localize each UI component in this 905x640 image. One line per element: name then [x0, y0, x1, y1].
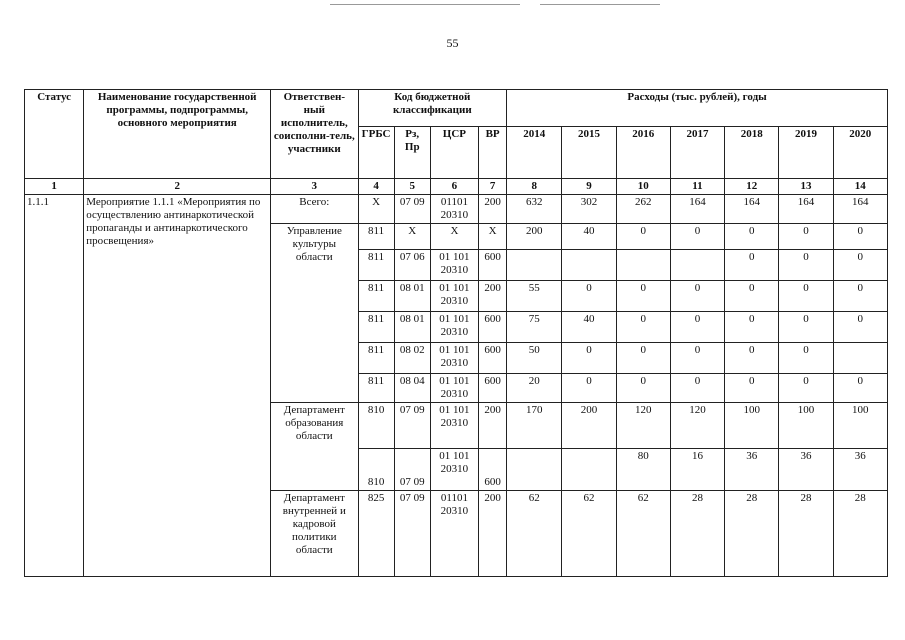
cell-value [507, 449, 562, 491]
cell-value: 36 [779, 449, 833, 491]
cell-grbs: 811 [358, 312, 394, 343]
cell-grbs: 810 [358, 449, 394, 491]
executor-culture: Управление культуры области [271, 224, 358, 403]
header-status: Статус [25, 90, 84, 179]
cell-value: 0 [779, 374, 833, 403]
column-number: 6 [430, 179, 478, 195]
cell-value: 200 [562, 403, 616, 449]
cell-value: 0 [779, 250, 833, 281]
cell-csr: 01 101 20310 [430, 281, 478, 312]
cell-value: 62 [507, 491, 562, 577]
header-year: 2019 [779, 127, 833, 179]
cell-grbs: 811 [358, 374, 394, 403]
cell-csr: 01 101 20310 [430, 312, 478, 343]
header-executor: Ответствен-ный исполнитель, соисполни-тель, участники [271, 90, 358, 179]
header-name: Наименование государственной программы, подпрограммы, основного мероприятия [84, 90, 271, 179]
column-number: 5 [394, 179, 430, 195]
measure-name: Мероприятие 1.1.1 «Мероприятия по осуществлению антинаркотической пропаганды и антинаркотического просвещения» [84, 195, 271, 577]
column-number-row [25, 179, 888, 195]
header-vr: ВР [479, 127, 507, 179]
cell-value: 0 [725, 281, 779, 312]
cell-rzpr: 07 09 [394, 449, 430, 491]
cell-csr: 01 101 20310 [430, 374, 478, 403]
cell-value: 28 [670, 491, 724, 577]
cell-value [616, 250, 670, 281]
cell-value: 0 [616, 312, 670, 343]
header-year: 2016 [616, 127, 670, 179]
cell-value: 36 [725, 449, 779, 491]
cell-vr: 200 [479, 195, 507, 224]
cell-value: 0 [779, 312, 833, 343]
cell-value: 0 [616, 281, 670, 312]
cell-value [833, 343, 887, 374]
cell-value: 100 [779, 403, 833, 449]
cell-grbs: X [358, 195, 394, 224]
executor-internal: Департамент внутренней и кадровой политики области [271, 491, 358, 577]
column-number: 1 [25, 179, 84, 195]
cell-grbs: 810 [358, 403, 394, 449]
cell-value: 0 [616, 374, 670, 403]
column-number: 10 [616, 179, 670, 195]
cell-value: 0 [670, 224, 724, 250]
cell-rzpr: 07 09 [394, 491, 430, 577]
cell-value: 120 [616, 403, 670, 449]
cell-value: 262 [616, 195, 670, 224]
header-year: 2015 [562, 127, 616, 179]
cell-csr: 01101 20310 [430, 491, 478, 577]
cell-value: 0 [779, 224, 833, 250]
cell-value: 28 [725, 491, 779, 577]
cell-csr: 01 101 20310 [430, 343, 478, 374]
cell-value: 0 [779, 281, 833, 312]
cell-rzpr: X [394, 224, 430, 250]
cell-rzpr: 07 09 [394, 195, 430, 224]
cell-value: 75 [507, 312, 562, 343]
cell-value: 0 [779, 343, 833, 374]
cell-value: 164 [725, 195, 779, 224]
header-year: 2020 [833, 127, 887, 179]
cell-value: 0 [725, 312, 779, 343]
column-number: 4 [358, 179, 394, 195]
cell-csr: 01 101 20310 [430, 250, 478, 281]
status-code: 1.1.1 [25, 195, 84, 577]
column-number: 12 [725, 179, 779, 195]
cell-value [670, 250, 724, 281]
cell-value: 62 [562, 491, 616, 577]
cell-rzpr: 08 02 [394, 343, 430, 374]
column-number: 14 [833, 179, 887, 195]
cell-vr: 600 [479, 250, 507, 281]
cell-value: 0 [833, 374, 887, 403]
header-expenses: Расходы (тыс. рублей), годы [507, 90, 888, 127]
cell-value: 0 [725, 374, 779, 403]
cell-value: 120 [670, 403, 724, 449]
cell-csr: 01 101 20310 [430, 449, 478, 491]
cell-grbs: 811 [358, 250, 394, 281]
header-year: 2014 [507, 127, 562, 179]
cell-value: 0 [562, 374, 616, 403]
header-rzpr: Рз, Пр [394, 127, 430, 179]
cell-value: 55 [507, 281, 562, 312]
cell-rzpr: 08 01 [394, 312, 430, 343]
header-csr: ЦСР [430, 127, 478, 179]
cell-vr: 200 [479, 281, 507, 312]
column-number: 7 [479, 179, 507, 195]
cell-rzpr: 08 01 [394, 281, 430, 312]
cell-grbs: 811 [358, 343, 394, 374]
executor-total: Всего: [271, 195, 358, 224]
cell-csr: 01101 20310 [430, 195, 478, 224]
cell-value: 164 [779, 195, 833, 224]
cell-csr: 01 101 20310 [430, 403, 478, 449]
cell-value: 40 [562, 224, 616, 250]
cell-value: 164 [833, 195, 887, 224]
cell-grbs: 825 [358, 491, 394, 577]
cell-value: 0 [725, 343, 779, 374]
cell-value: 0 [833, 250, 887, 281]
cell-value: 16 [670, 449, 724, 491]
cell-vr: 600 [479, 449, 507, 491]
cell-value: 0 [725, 224, 779, 250]
header-year: 2018 [725, 127, 779, 179]
cell-rzpr: 07 06 [394, 250, 430, 281]
cell-grbs: 811 [358, 224, 394, 250]
column-number: 11 [670, 179, 724, 195]
cell-value: 36 [833, 449, 887, 491]
table-row [25, 195, 888, 224]
cell-rzpr: 08 04 [394, 374, 430, 403]
cell-value: 0 [562, 281, 616, 312]
cell-value: 164 [670, 195, 724, 224]
column-number: 9 [562, 179, 616, 195]
column-number: 13 [779, 179, 833, 195]
cell-value: 0 [616, 224, 670, 250]
budget-table [24, 89, 888, 577]
cell-value: 100 [833, 403, 887, 449]
header-grbs: ГРБС [358, 127, 394, 179]
column-number: 8 [507, 179, 562, 195]
header-budget-code: Код бюджетной классификации [358, 90, 507, 127]
cell-value: 632 [507, 195, 562, 224]
cell-vr: X [479, 224, 507, 250]
cell-value: 100 [725, 403, 779, 449]
cell-vr: 200 [479, 403, 507, 449]
cell-vr: 600 [479, 374, 507, 403]
cell-vr: 600 [479, 343, 507, 374]
header-year: 2017 [670, 127, 724, 179]
cell-value: 0 [833, 281, 887, 312]
column-number: 2 [84, 179, 271, 195]
cell-value [507, 250, 562, 281]
cell-value: 0 [725, 250, 779, 281]
cell-value: 50 [507, 343, 562, 374]
scan-artifact [540, 4, 660, 5]
cell-grbs: 811 [358, 281, 394, 312]
cell-value: 20 [507, 374, 562, 403]
cell-value: 28 [833, 491, 887, 577]
cell-value: 80 [616, 449, 670, 491]
cell-rzpr: 07 09 [394, 403, 430, 449]
cell-value: 62 [616, 491, 670, 577]
cell-value: 0 [670, 374, 724, 403]
cell-value: 0 [616, 343, 670, 374]
executor-education: Департамент образования области [271, 403, 358, 491]
column-number: 3 [271, 179, 358, 195]
cell-value [562, 449, 616, 491]
cell-csr: X [430, 224, 478, 250]
cell-value: 302 [562, 195, 616, 224]
cell-value: 0 [670, 343, 724, 374]
cell-value: 28 [779, 491, 833, 577]
cell-value: 0 [670, 281, 724, 312]
cell-value: 0 [833, 224, 887, 250]
cell-value: 40 [562, 312, 616, 343]
cell-value: 0 [670, 312, 724, 343]
cell-vr: 200 [479, 491, 507, 577]
cell-value [562, 250, 616, 281]
cell-value: 200 [507, 224, 562, 250]
cell-vr: 600 [479, 312, 507, 343]
scan-artifact [330, 4, 520, 5]
cell-value: 170 [507, 403, 562, 449]
cell-value: 0 [562, 343, 616, 374]
cell-value: 0 [833, 312, 887, 343]
page-number: 55 [446, 36, 459, 50]
